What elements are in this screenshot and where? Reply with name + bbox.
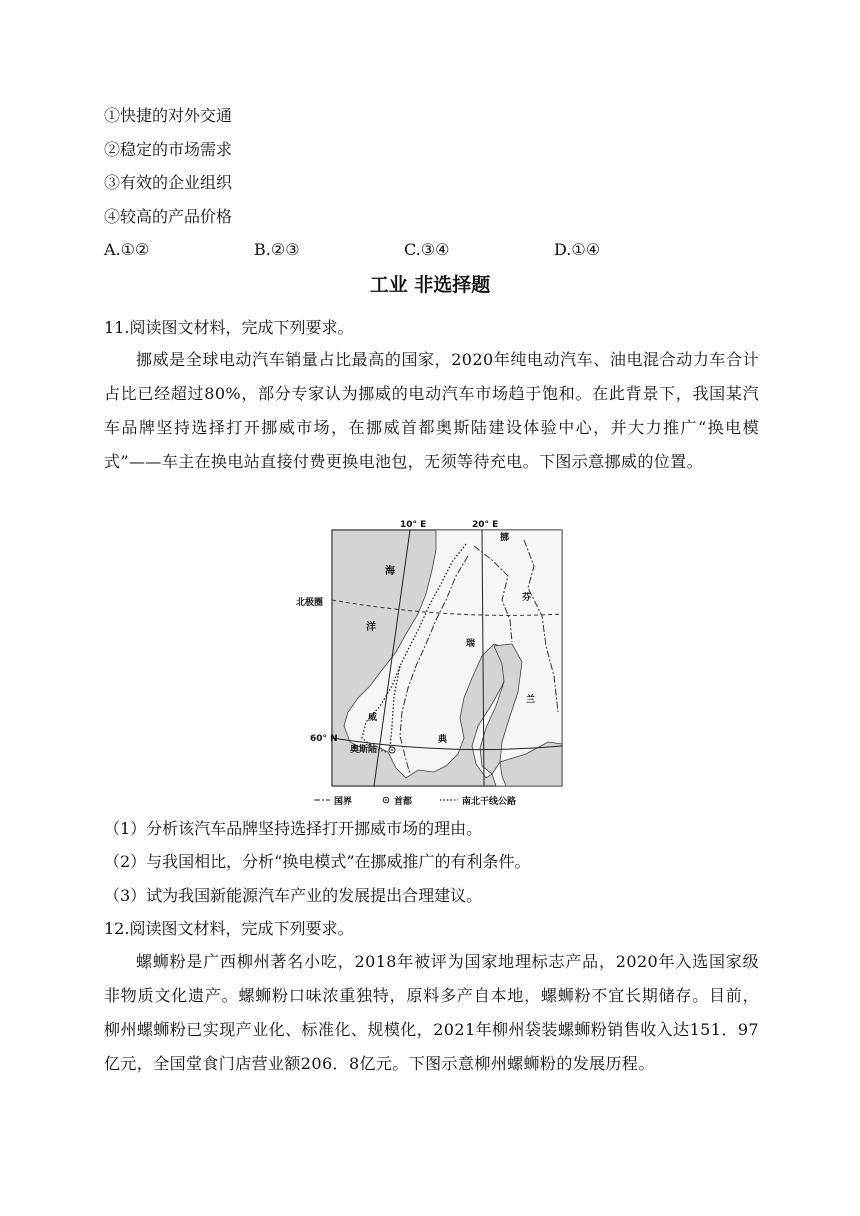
label-swe-1: 瑞 <box>466 639 476 649</box>
option-3: ③有效的企业组织 <box>104 173 233 192</box>
legend-capital: 首都 <box>394 797 413 807</box>
q11-paragraph: 挪威是全球电动汽车销量占比最高的国家，2020年纯电动汽车、油电混合动力车合计占比已经超过80%，部分专家认为挪威的电动汽车市场趋于饱和。在此背景下，我国某汽车品牌坚持选择打开挪威市场，在挪威首都奥斯陆建设体验中心，并大力推广“换电模式”——车主在换电站直接付费更换电池包，无须等待充电。下图示意挪威的位置。 <box>104 350 759 471</box>
answer-choices <box>104 240 744 260</box>
choice-c: C.③④ <box>404 240 450 259</box>
label-sea-2: 洋 <box>366 622 376 633</box>
q12-paragraph: 螺蛳粉是广西柳州著名小吃，2018年被评为国家地理标志产品，2020年入选国家级非物质文化遗产。螺蛳粉口味浓重独特，原料多产自本地，螺蛳粉不宜长期储存。目前，柳州螺蛳粉已实现产业化、标准化、规模化，2021年柳州袋装螺蛳粉销售收入达151．97亿元，全国堂食门店营业额206．8亿元。下图示意柳州螺蛳粉的发展历程。 <box>104 952 759 1073</box>
choice-a: A.①② <box>104 240 150 259</box>
choice-b: B.②③ <box>254 240 300 259</box>
choice-d: D.①④ <box>554 240 601 259</box>
section-title: 工业 非选择题 <box>369 274 491 296</box>
label-swe-2: 典 <box>438 735 448 745</box>
lat-label-arctic: 北极圈 <box>296 598 324 608</box>
q11-subquestion-1: （1）分析该汽车品牌坚持选择打开挪威市场的理由。 <box>104 819 483 838</box>
label-nor-2: 威 <box>368 713 378 723</box>
label-oslo: 奥斯陆 <box>350 745 378 755</box>
legend-road: 南北干线公路 <box>462 797 517 807</box>
lat-label-60n: 60° N <box>310 734 338 744</box>
norway-map-figure <box>296 516 566 808</box>
option-1: ①快捷的对外交通 <box>104 106 233 125</box>
label-fin-2: 兰 <box>526 695 536 705</box>
lon-label-10e: 10° E <box>400 520 427 530</box>
option-2: ②稳定的市场需求 <box>104 140 233 159</box>
legend-border: 国界 <box>334 797 353 807</box>
q11-stem: 11.阅读图文材料，完成下列要求。 <box>104 318 354 337</box>
q11-subquestion-2: （2）与我国相比，分析“换电模式”在挪威推广的有利条件。 <box>104 852 531 871</box>
label-sea-1: 海 <box>385 566 395 577</box>
q12-stem: 12.阅读图文材料，完成下列要求。 <box>104 919 354 938</box>
option-4: ④较高的产品价格 <box>104 207 233 226</box>
lon-label-20e: 20° E <box>472 520 499 530</box>
q11-subquestion-3: （3）试为我国新能源汽车产业的发展提出合理建议。 <box>104 886 483 905</box>
label-nor-1: 挪 <box>500 533 510 543</box>
label-fin-1: 芬 <box>522 593 532 603</box>
